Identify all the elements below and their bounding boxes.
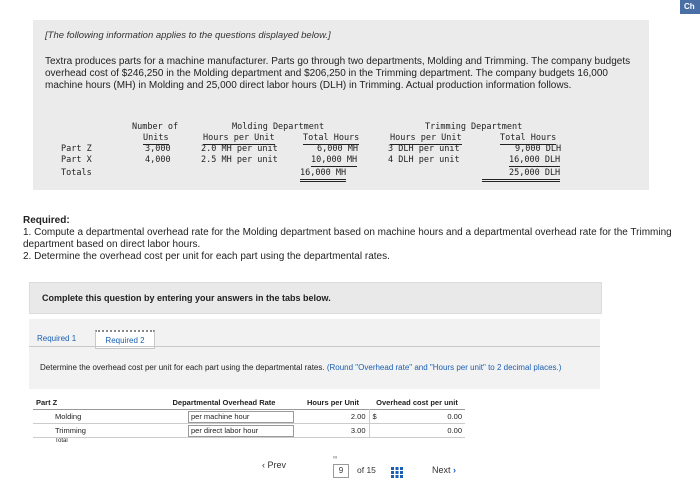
col-mh-per-unit-header: Hours per Unit <box>203 133 275 143</box>
hours-value[interactable]: 3.00 <box>297 424 369 438</box>
row-mh-per: 2.5 MH per unit <box>201 155 278 165</box>
col-hours-header: Hours per Unit <box>306 398 360 407</box>
chevron-right-icon: › <box>453 465 457 475</box>
page-number-input[interactable]: 9 <box>333 464 349 478</box>
instructions-banner-text: Complete this question by entering your answers in the tabs below. <box>42 293 331 303</box>
row-mh-total: 6,000 MH <box>317 144 358 154</box>
col-rate-header: Departmental Overhead Rate <box>172 398 276 407</box>
info-header: [The following information applies to the questions displayed below.] <box>45 30 331 41</box>
chevron-left-icon: ‹ <box>262 460 265 470</box>
row-label: Trimming <box>55 426 86 435</box>
totals-label: Totals <box>61 168 92 178</box>
currency-symbol: $ <box>372 412 377 421</box>
page-total: of 15 <box>357 465 376 475</box>
required-item-2: 2. Determine the overhead cost per unit for each part using the departmental rates. <box>23 251 390 262</box>
problem-intro: Textra produces parts for a machine manufacturer. Parts go through two departments, Molding and Trimming. The company budgets overhead cost of $246,250 in the Molding department and $206,250 in the Trimming department. The company budgets 16,000 machine hours (MH) in Molding and 25,000 direct labor hours (DLH) in Trimming. Actual production information follows. <box>45 56 631 91</box>
tab-label: Required 1 <box>37 333 77 343</box>
col-dl-per-unit-header: Hours per Unit <box>390 133 462 143</box>
rate-unit: per direct labor hour <box>188 425 294 437</box>
trimming-dept-header: Trimming Department <box>425 122 523 132</box>
cost-value: 0.00 <box>447 426 462 435</box>
row-mh-per: 2.0 MH per unit <box>201 144 278 154</box>
hours-value[interactable]: 2.00 <box>297 410 369 424</box>
rate-input[interactable] <box>154 425 188 437</box>
next-button[interactable] <box>432 465 456 475</box>
prev-button[interactable] <box>262 460 286 470</box>
row-mh-total: 10,000 MH <box>311 155 358 165</box>
prev-label: Prev <box>267 460 287 470</box>
instruction-note: (Round "Overhead rate" and "Hours per unit" to 2 decimal places.) <box>326 363 562 372</box>
required-section <box>23 215 673 263</box>
cost-value: 0.00 <box>447 412 462 421</box>
row-name: Part Z <box>61 144 92 154</box>
rate-cell[interactable] <box>151 410 297 424</box>
link-icon: ∞ <box>333 455 338 461</box>
rate-input[interactable] <box>154 411 188 423</box>
instruction-text: Determine the overhead cost per unit for each part using the departmental rates. <box>40 363 325 372</box>
row-label: Molding <box>55 412 82 421</box>
question-instruction <box>40 363 580 373</box>
molding-dept-header: Molding Department <box>232 122 325 132</box>
answer-table <box>33 396 465 451</box>
row-dl-total: 9,000 DLH <box>515 144 562 154</box>
required-title: Required: <box>23 215 70 226</box>
col-mh-total-header: Total Hours <box>303 133 360 143</box>
row-units: 3,000 <box>145 144 171 154</box>
col-dl-total-header: Total Hours <box>500 133 557 143</box>
row-dl-per: 3 DLH per unit <box>388 144 460 154</box>
row-name: Part X <box>61 155 92 165</box>
corner-tab[interactable]: Ch <box>680 0 700 14</box>
next-label: Next <box>432 465 451 475</box>
part-label: Part Z <box>36 398 58 407</box>
row-dl-per: 4 DLH per unit <box>388 155 460 165</box>
col-cost-header: Overhead cost per unit <box>376 398 458 407</box>
row-units: 4,000 <box>145 155 171 165</box>
total-label: Total <box>55 438 68 444</box>
col-units-header-2: Units <box>143 133 169 143</box>
row-dl-total: 16,000 DLH <box>509 155 561 165</box>
grid-icon[interactable] <box>391 465 403 476</box>
rate-cell[interactable] <box>151 424 297 438</box>
tab-required-1[interactable] <box>37 330 89 346</box>
required-item-1: 1. Compute a departmental overhead rate for the Molding department based on machine hours and a departmental overhead rate for the Trimming department based on direct labor hours. <box>23 227 672 250</box>
tab-label: Required 2 <box>105 335 145 345</box>
tab-divider <box>29 346 600 347</box>
rate-unit: per machine hour <box>188 411 294 423</box>
mh-grand-total: 16,000 MH <box>300 168 346 182</box>
col-units-header-1: Number of <box>132 122 179 132</box>
dl-grand-total: 25,000 DLH <box>482 168 560 182</box>
